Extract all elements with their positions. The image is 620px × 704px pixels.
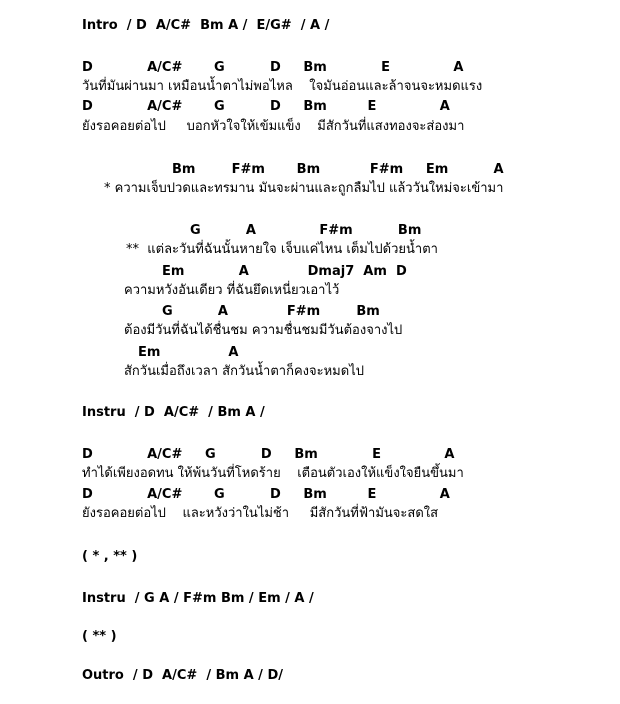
intro-line: Intro / D A/C# Bm A / E/G# / A / <box>82 18 330 33</box>
chord-line: G A F#m Bm <box>190 223 422 238</box>
lyric-line: * ความเจ็บปวดและทรมาน มันจะผ่านและถูกลืมไป แล้ววันใหม่จะเข้ามา <box>104 181 504 196</box>
chord-line: D A/C# G D Bm E A <box>82 487 450 502</box>
lyric-line: ยังรอคอยต่อไป บอกหัวใจให้เข้มแข็ง มีสักวันที่แสงทองจะส่องมา <box>82 119 465 134</box>
instrumental-line: Instru / D A/C# / Bm A / <box>82 405 265 420</box>
lyric-line: ต้องมีวันที่ฉันได้ชื่นชม ความชื่นชมมีวันต้องจางไป <box>124 323 403 338</box>
chord-line: D A/C# G D Bm E A <box>82 60 464 75</box>
chord-line: G A F#m Bm <box>162 304 380 319</box>
lyric-line: ยังรอคอยต่อไป และหวังว่าในไม่ช้า มีสักวันที่ฟ้ามันจะสดใส <box>82 506 439 521</box>
lyric-line: ** แต่ละวันที่ฉันนั้นหายใจ เจ็บแค่ไหน เต็มไปด้วยน้ำตา <box>126 242 438 257</box>
lyric-line: ความหวังอันเดียว ที่ฉันยึดเหนี่ยวเอาไว้ <box>124 283 340 298</box>
chord-line: Em A <box>138 345 239 360</box>
chord-line: D A/C# G D Bm E A <box>82 99 450 114</box>
repeat-marker: ( ** ) <box>82 629 117 644</box>
instrumental-line: Instru / G A / F#m Bm / Em / A / <box>82 591 314 606</box>
outro-line: Outro / D A/C# / Bm A / D/ <box>82 668 283 683</box>
lyric-line: ทำได้เพียงอดทน ให้พ้นวันที่โหดร้าย เตือนตัวเองให้แข็งใจยืนขึ้นมา <box>82 466 464 481</box>
repeat-marker: ( * , ** ) <box>82 549 138 564</box>
chord-line: D A/C# G D Bm E A <box>82 447 455 462</box>
lyric-line: สักวันเมื่อถึงเวลา สักวันน้ำตาก็คงจะหมดไป <box>124 364 364 379</box>
chord-line: Em A Dmaj7 Am D <box>162 264 407 279</box>
lyric-line: วันที่มันผ่านมา เหมือนน้ำตาไม่พอไหล ใจมันอ่อนและล้าจนจะหมดแรง <box>82 79 483 94</box>
chord-line: Bm F#m Bm F#m Em A <box>172 162 504 177</box>
